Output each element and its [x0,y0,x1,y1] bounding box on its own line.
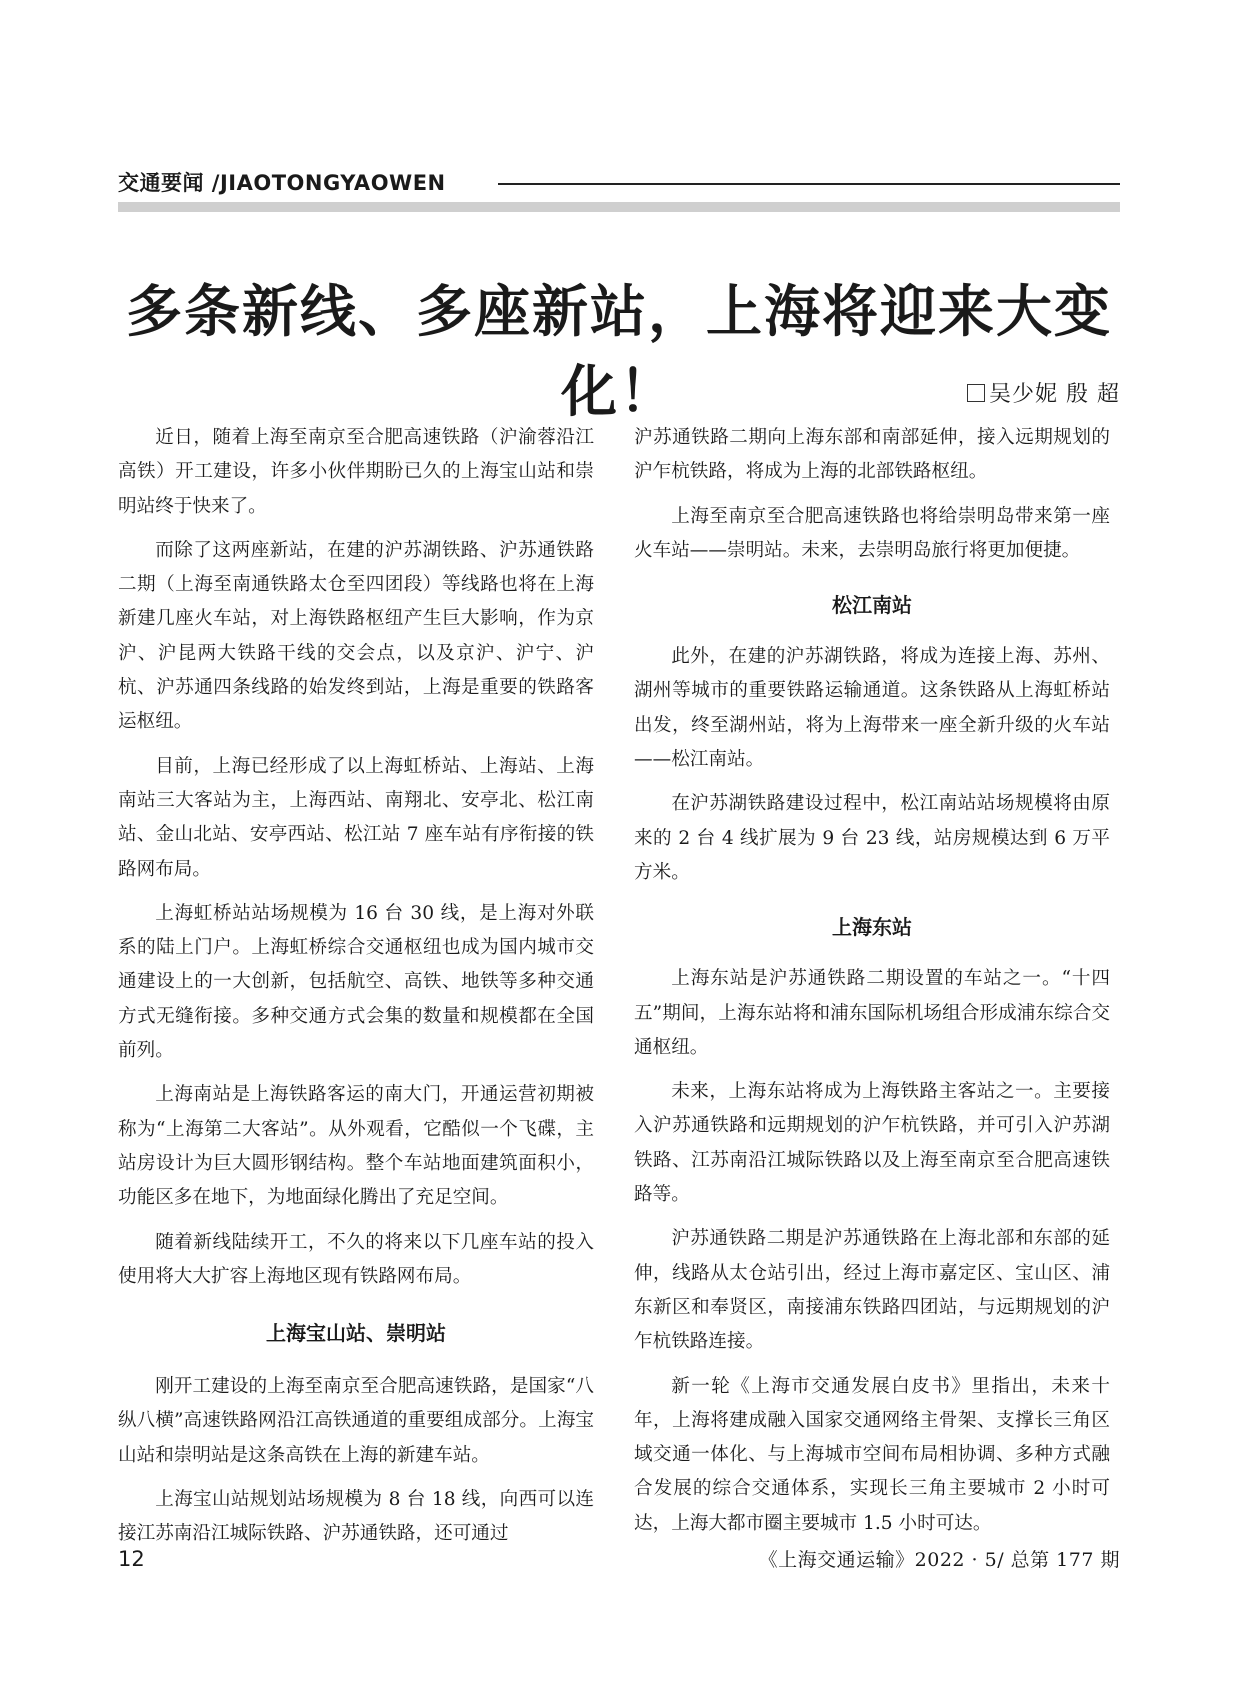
paragraph: 新一轮《上海市交通发展白皮书》里指出，未来十年，上海将建成融入国家交通网络主骨架、支撑长三角区域交通一体化、与上海城市空间布局相协调、多种方式融合发展的综合交通体系，实现长三角主要城市 2 小时可达，上海大都市圈主要城市 1.5 小时可达。 [634,1375,1110,1534]
paragraph: 而除了这两座新站，在建的沪苏湖铁路、沪苏通铁路二期（上海至南通铁路太仓至四团段）等线路也将在上海新建几座火车站，对上海铁路枢纽产生巨大影响，作为京沪、沪昆两大铁路干线的交会点，以及京沪、沪宁、沪杭、沪苏通四条线路的始发终到站，上海是重要的铁路客运枢纽。 [118,539,594,733]
checkbox-square-icon [967,384,985,402]
paragraph: 上海南站是上海铁路客运的南大门，开通运营初期被称为“上海第二大客站”。从外观看，它酷似一个飞碟，主站房设计为巨大圆形钢结构。整个车站地面建筑面积小，功能区多在地下，为地面绿化腾出了充足空间。 [118,1084,594,1209]
paragraph: 此外，在建的沪苏湖铁路，将成为连接上海、苏州、湖州等城市的重要铁路运输通道。这条铁路从上海虹桥站出发，终至湖州站，将为上海带来一座全新升级的火车站——松江南站。 [634,646,1110,771]
paragraph: 沪苏通铁路二期是沪苏通铁路在上海北部和东部的延伸，线路从太仓站引出，经过上海市嘉定区、宝山区、浦东新区和奉贤区，南接浦东铁路四团站，与远期规划的沪乍杭铁路连接。 [634,1228,1110,1353]
paragraph: 未来，上海东站将成为上海铁路主客站之一。主要接入沪苏通铁路和远期规划的沪乍杭铁路，并可引入沪苏湖铁路、江苏南沿江城际铁路以及上海至南京至合肥高速铁路等。 [634,1081,1110,1206]
paragraph: 上海宝山站规划站场规模为 8 台 18 线，向西可以连接江苏南沿江城际铁路、沪苏通铁路，还可通过 [118,1489,594,1545]
paragraph: 上海东站是沪苏通铁路二期设置的车站之一。“十四五”期间，上海东站将和浦东国际机场组合形成浦东综合交通枢纽。 [634,968,1110,1058]
paragraph: 沪苏通铁路二期向上海东部和南部延伸，接入远期规划的沪乍杭铁路，将成为上海的北部铁路枢纽。 [634,427,1110,483]
section-heading: 上海宝山站、崇明站 [266,1321,446,1346]
journal-citation: 《上海交通运输》2022 · 5/ 总第 177 期 [758,1549,1120,1571]
right-column [634,421,1110,1541]
byline [967,380,1120,410]
section-header [118,170,1120,212]
header-band [118,202,1120,212]
paragraph: 在沪苏湖铁路建设过程中，松江南站站场规模将由原来的 2 台 4 线扩展为 9 台 23 线，站房规模达到 6 万平方米。 [634,793,1110,883]
section-heading: 松江南站 [832,593,912,618]
paragraph: 上海虹桥站站场规模为 16 台 30 线，是上海对外联系的陆上门户。上海虹桥综合交通枢纽也成为国内城市交通建设上的一大创新，包括航空、高铁、地铁等多种交通方式无缝衔接。多种交通方式会集的数量和规模都在全国前列。 [118,902,594,1062]
left-column [118,421,594,1552]
paragraph: 刚开工建设的上海至南京至合肥高速铁路，是国家“八纵八横”高速铁路网沿江高铁通道的重要组成部分。上海宝山站和崇明站是这条高铁在上海的新建车站。 [118,1376,594,1466]
paragraph: 上海至南京至合肥高速铁路也将给崇明岛带来第一座火车站——崇明站。未来，去崇明岛旅行将更加便捷。 [634,505,1110,561]
section-heading: 上海东站 [832,915,912,940]
header-rule [498,183,1120,185]
section-label: 交通要闻 /JIAOTONGYAOWEN [118,170,456,196]
author-names: 吴少妮 殷 超 [989,382,1120,407]
article-title: 多条新线、多座新站，上海将迎来大变化！ [126,279,1112,425]
paragraph: 目前，上海已经形成了以上海虹桥站、上海站、上海南站三大客站为主，上海西站、南翔北、安亭北、松江南站、金山北站、安亭西站、松江站 7 座车站有序衔接的铁路网布局。 [118,755,594,880]
paragraph: 随着新线陆续开工，不久的将来以下几座车站的投入使用将大大扩容上海地区现有铁路网布局。 [118,1231,594,1287]
paragraph: 近日，随着上海至南京至合肥高速铁路（沪渝蓉沿江高铁）开工建设，许多小伙伴期盼已久的上海宝山站和崇明站终于快来了。 [118,427,594,517]
page-number: 12 [118,1547,145,1571]
